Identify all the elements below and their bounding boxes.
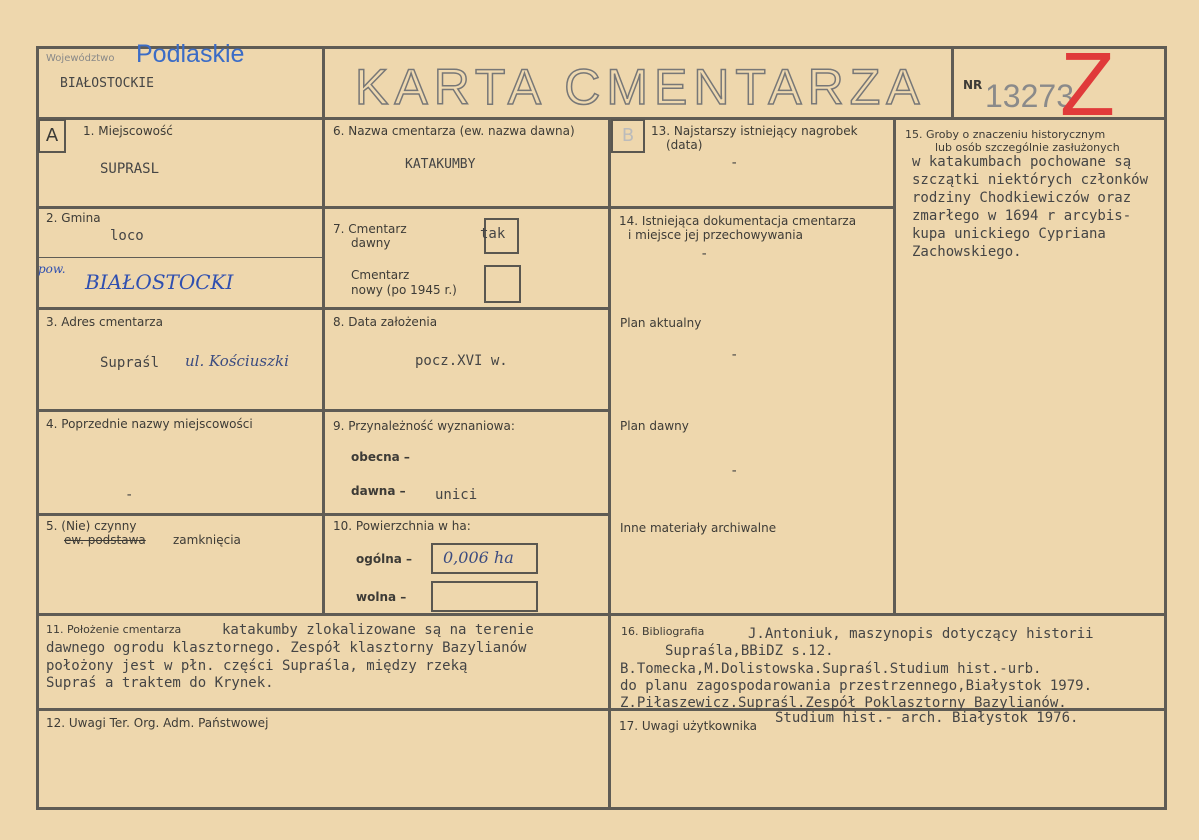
text-line: zmarłego w 1694 r arcybis- <box>912 208 1132 224</box>
nr-mark: Z <box>1060 35 1115 135</box>
text-line: Zachowskiego. <box>912 244 1022 260</box>
f16-line: B.Tomecka,M.Dolistowska.Supraśl.Studium hist.-urb. <box>620 661 1042 677</box>
section-b-marker: B <box>611 119 645 153</box>
f16-line: J.Antoniuk, maszynopis dotyczący historii <box>748 626 1094 642</box>
plan-old-value: - <box>730 463 739 479</box>
f10-total-field[interactable] <box>431 543 538 574</box>
f13-label: 13. Najstarszy istniejący nagrobek <box>651 124 858 138</box>
section-a-marker: A <box>38 119 66 153</box>
f11-line: katakumby zlokalizowane są na terenie <box>222 622 534 638</box>
f9-label: 9. Przynależność wyznaniowa: <box>333 419 515 433</box>
f7-old-label2: dawny <box>351 236 391 250</box>
f7-old-value: tak <box>480 226 506 242</box>
f9-former-value: unici <box>435 487 478 503</box>
divider <box>37 257 323 258</box>
f16-line: Supraśla,BBiDZ s.12. <box>665 643 834 659</box>
f10-total-value: 0,006 ha <box>443 548 514 567</box>
f3-value: Supraśl <box>100 355 160 371</box>
plan-old-label: Plan dawny <box>620 419 689 433</box>
f12-label: 12. Uwagi Ter. Org. Adm. Państwowej <box>46 716 269 730</box>
f15-label: 15. Groby o znaczeniu historycznym <box>905 128 1106 141</box>
f16-line: Z.Piłaszewicz.Supraśl.Zespół Poklasztorny Bazylianów. <box>620 695 1067 711</box>
f16-label: 16. Bibliografia <box>621 625 705 638</box>
plan-current-value: - <box>730 347 739 363</box>
f15-text <box>912 153 1148 261</box>
f13-label2: (data) <box>666 138 703 152</box>
f8-label: 8. Data założenia <box>333 315 438 329</box>
wojewodztwo-stamp: Podlaskie <box>136 40 245 68</box>
divider <box>322 46 325 614</box>
nr-label: NR <box>963 78 983 92</box>
f10-label: 10. Powierzchnia w ha: <box>333 519 471 533</box>
f7-new-label2: nowy (po 1945 r.) <box>351 283 457 297</box>
f7-old-checkbox[interactable] <box>480 218 519 254</box>
f11-label: 11. Położenie cmentarza <box>46 623 182 636</box>
f17-label: 17. Uwagi użytkownika <box>619 719 758 733</box>
page-title: KARTA CMENTARZA <box>355 59 926 115</box>
f16-line: Studium hist.- arch. Białystok 1976. <box>775 710 1079 726</box>
text-line: szczątki niektórych członków <box>912 172 1149 188</box>
divider <box>1164 46 1167 810</box>
f5-label: 5. (Nie) czynny <box>46 519 137 533</box>
divider <box>608 117 611 810</box>
divider <box>37 613 1167 616</box>
divider <box>36 46 39 810</box>
f6-label: 6. Nazwa cmentarza (ew. nazwa dawna) <box>333 124 575 138</box>
f4-value: - <box>125 487 134 503</box>
f7-new-label: Cmentarz <box>351 268 410 282</box>
f5-struck: ew. podstawa <box>64 533 146 547</box>
f5-label2: zamknięcia <box>173 533 241 547</box>
f4-label: 4. Poprzednie nazwy miejscowości <box>46 417 253 431</box>
f1-label: 1. Miejscowość <box>83 124 173 138</box>
f11-line: dawnego ogrodu klasztornego. Zespół klasztorny Bazylianów <box>46 640 527 656</box>
divider <box>951 46 954 118</box>
f14-label: 14. Istniejąca dokumentacja cmentarza <box>619 214 857 228</box>
f3-value-hand: ul. Kościuszki <box>185 352 289 370</box>
pow-prefix: pow. <box>38 262 66 276</box>
divider <box>37 117 1167 120</box>
divider <box>37 409 610 412</box>
text-line: rodziny Chodkiewiczów oraz <box>912 190 1132 206</box>
f10-total-label: ogólna – <box>356 552 413 566</box>
plan-current-label: Plan aktualny <box>620 316 702 330</box>
text-line: kupa unickiego Cypriana <box>912 226 1106 242</box>
f15-label2: lub osób szczególnie zasłużonych <box>935 141 1120 154</box>
f6-value: KATAKUMBY <box>405 157 476 172</box>
f14-label2: i miejsce jej przechowywania <box>628 228 803 242</box>
f2-label: 2. Gmina <box>46 211 101 225</box>
f7-old-label: 7. Cmentarz <box>333 222 407 236</box>
f1-value: SUPRASL <box>100 161 160 177</box>
divider <box>893 117 896 614</box>
pow-value: BIAŁOSTOCKI <box>85 270 234 294</box>
f13-value: - <box>730 155 739 171</box>
divider <box>37 307 610 310</box>
f8-value: pocz.XVI w. <box>415 353 508 369</box>
wojewodztwo-label: Województwo <box>46 53 115 64</box>
f10-free-field[interactable] <box>431 581 538 612</box>
f16-line: do planu zagospodarowania przestrzennego,Białystok 1979. <box>620 678 1093 694</box>
f9-current-label: obecna – <box>351 450 410 464</box>
f2-value: loco <box>110 228 144 244</box>
divider <box>37 807 1167 810</box>
f7-new-checkbox[interactable] <box>484 265 521 303</box>
nr-value: 13273 <box>985 78 1074 114</box>
f9-former-label: dawna – <box>351 484 406 498</box>
divider <box>37 206 895 209</box>
f10-free-label: wolna – <box>356 590 407 604</box>
divider <box>37 513 610 516</box>
f11-line: położony jest w płn. części Supraśla, między rzeką <box>46 658 468 674</box>
wojewodztwo-typed: BIAŁOSTOCKIE <box>60 76 154 91</box>
f14-value: - <box>700 246 709 262</box>
f11-line: Supraś a traktem do Krynek. <box>46 675 274 691</box>
text-line: w katakumbach pochowane są <box>912 154 1132 170</box>
f3-label: 3. Adres cmentarza <box>46 315 163 329</box>
other-materials-label: Inne materiały archiwalne <box>620 521 777 535</box>
